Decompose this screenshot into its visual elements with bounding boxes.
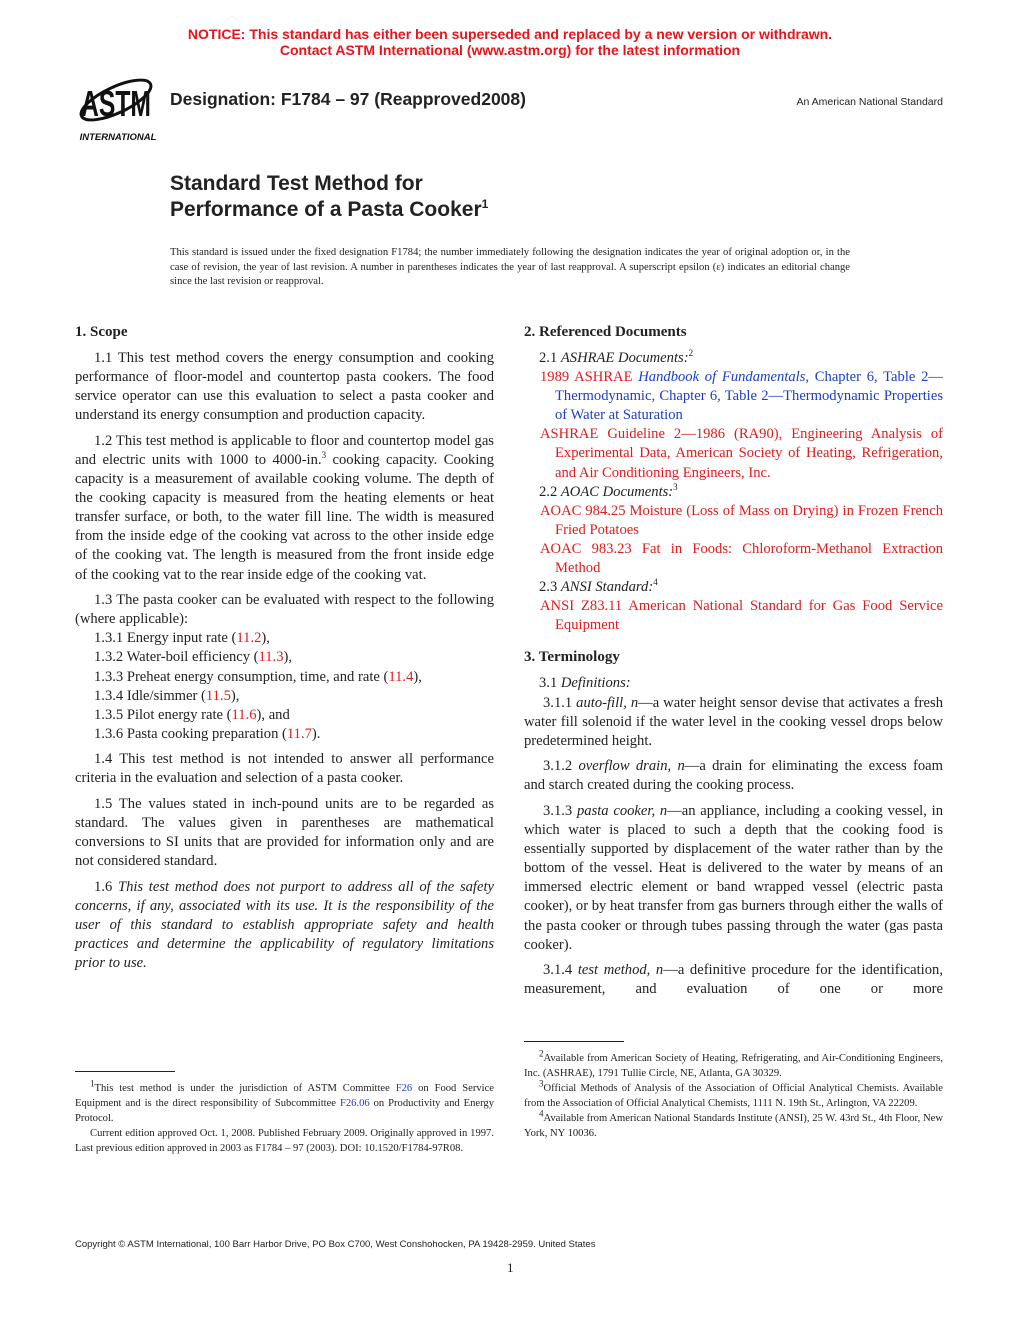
right-column — [524, 322, 943, 1006]
committee-link[interactable]: F26 — [395, 1083, 413, 1094]
document-title — [170, 171, 488, 223]
text[interactable]: ANSI Z83.11 American National Standard for Gas Food Service Equipment — [540, 598, 943, 634]
text[interactable]: , Chapter 6, Table 2—Thermodynamic, Chapter 6, Table 2—Thermodynamic Properties of Water at Saturation — [555, 369, 944, 424]
list-item — [75, 668, 494, 687]
list-item — [75, 725, 494, 744]
list-item — [75, 629, 494, 648]
text: Official Methods of Analysis of the Association of Official Analytical Chemists. Available from the Association of Official Analytical Chemists, 1111 N. 19th St., Arlington, VA 22209. — [524, 1083, 943, 1109]
text: ANSI Standard: — [560, 579, 654, 596]
footnote-2 — [524, 1048, 943, 1081]
subsection-2-1 — [524, 349, 943, 368]
section-link[interactable]: 11.3 — [258, 649, 284, 666]
section-heading-terminology: 3. Terminology — [524, 649, 620, 666]
section-heading-scope: 1. Scope — [75, 324, 128, 340]
evaluation-list — [75, 629, 494, 744]
designation: Designation: F1784 – 97 (Reapproved2008) — [170, 89, 526, 109]
text: ), and — [256, 706, 290, 723]
section-link[interactable]: 11.4 — [388, 668, 414, 685]
section-link[interactable]: 11.7 — [286, 725, 312, 742]
text: —a definitive procedure for the identification, measurement, and evaluation of one or more — [524, 962, 943, 998]
section-link[interactable]: 11.2 — [236, 630, 262, 647]
footnote-1 — [75, 1078, 495, 1126]
section-link[interactable]: 11.6 — [231, 706, 257, 723]
definition-pasta-cooker — [524, 802, 943, 955]
superscript: 4 — [653, 577, 658, 588]
list-item — [75, 648, 494, 667]
reference-ansi-z83-11[interactable] — [524, 597, 943, 635]
title-footnote-ref: 1 — [481, 197, 489, 211]
title-line-1: Standard Test Method for — [170, 172, 423, 195]
superscript: 3 — [673, 481, 678, 492]
text: ), — [261, 630, 270, 647]
text: —a drain for eliminating the excess foam and starch created during the cooking process. — [524, 758, 943, 794]
text: Available from American Society of Heating, Refrigerating, and Air-Conditioning Engineers, Inc. (ASHRAE), 1791 Tullie Circle, NE, Atlanta, GA 30329. — [524, 1053, 943, 1079]
text: AOAC Documents: — [560, 483, 674, 500]
safety-statement: This test method does not purport to address all of the safety concerns, if any, associated with its use. It is the responsibility of the user of this standard to establish appropriate safety and health practices and determine the applicability of regulatory limitations prior to use. — [75, 878, 494, 972]
subsection-2-3 — [524, 578, 943, 597]
text: 3.1.1 — [543, 694, 577, 711]
text: ). — [311, 725, 321, 742]
text[interactable]: 1989 ASHRAE — [540, 369, 639, 386]
page-number: 1 — [507, 1260, 514, 1275]
subsection-3-1 — [524, 674, 943, 693]
left-column — [75, 322, 494, 980]
notice-line-2: Contact ASTM International (www.astm.org) for the latest information — [279, 42, 741, 58]
copyright: Copyright © ASTM International, 100 Barr Harbor Drive, PO Box C700, West Conshohocken, PA 19428-2959. United States — [75, 1239, 596, 1250]
text[interactable]: Handbook of Fundamentals — [638, 369, 806, 386]
text: 1.3.3 Preheat energy consumption, time, and rate ( — [94, 668, 389, 685]
text: —a water height sensor devise that activates a fresh water fill solenoid if the water level in the cooking vessel drops below predetermined height. — [524, 694, 944, 749]
definition-auto-fill — [524, 694, 943, 751]
section-link[interactable]: 11.5 — [205, 687, 231, 704]
text: ASHRAE Documents: — [560, 350, 689, 366]
withdrawal-notice — [0, 26, 1020, 58]
footnote-divider — [75, 1071, 175, 1072]
term: pasta cooker, n — [576, 802, 668, 819]
reference-ashrae-guideline[interactable] — [524, 425, 943, 482]
definition-test-method — [524, 961, 943, 999]
text: —an appliance, including a cooking vessel, in which water is placed to such a depth that the cooking food is essentially supported by displacement of the water rather than by the bottom of the vessel. Heat is delivered to the water by means of an immersed electric element or band wrapped vessel (electric pasta cooker), or by heat transfer from gas burners through either the walls of the pasta cooker or through tubes passing through the water (gas pasta cooker). — [524, 802, 943, 953]
text: 3.1.4 — [543, 962, 578, 979]
text[interactable]: AOAC 984.25 Moisture (Loss of Mass on Drying) in Frozen French Fried Potatoes — [540, 502, 943, 538]
superscript: 1 — [90, 1078, 95, 1089]
text: on Food Service Equipment and is the direct responsibility of Subcommittee — [75, 1083, 494, 1109]
reference-aoac-984-25[interactable] — [524, 502, 943, 540]
text: 2.1 — [539, 350, 561, 366]
superscript: 2 — [688, 348, 694, 359]
section-heading-referenced-documents: 2. Referenced Documents — [524, 324, 687, 340]
superscript: 3 — [539, 1078, 544, 1089]
edition-note: Current edition approved Oct. 1, 2008. Published February 2009. Originally approved in 1997. Last previous edition approved in 2003 as F1784 – 97 (2003). DOI: 10.1520/F1784-97R08. — [75, 1128, 494, 1154]
text: 1.2 This test method is applicable to floor and countertop model gas and electric units with 1000 to 4000-in. — [75, 432, 494, 468]
footnotes-right — [524, 1048, 943, 1141]
text: 1.3.1 Energy input rate ( — [94, 630, 237, 647]
text: ), — [230, 687, 240, 704]
svg-text:INTERNATIONAL: INTERNATIONAL — [79, 132, 157, 143]
term: test method, n — [577, 962, 664, 979]
text: 1.3.2 Water-boil efficiency ( — [94, 649, 259, 666]
paragraph-1-6 — [75, 878, 494, 973]
list-item — [75, 687, 494, 706]
text: 3.1 — [539, 675, 561, 692]
text: Available from American National Standards Institute (ANSI), 25 W. 43rd St., 4th Floor, New York, NY 10036. — [524, 1113, 943, 1139]
text: 2.2 — [539, 483, 561, 500]
text: 1.3.5 Pilot energy rate ( — [94, 706, 232, 723]
svg-text:ASTM: ASTM — [81, 83, 151, 124]
term: overflow drain, n — [578, 758, 685, 775]
reference-aoac-983-23[interactable] — [524, 540, 943, 578]
paragraph-1-3: 1.3 The pasta cooker can be evaluated with respect to the following (where applicable): — [75, 592, 494, 628]
subcommittee-link[interactable]: F26.06 — [339, 1098, 370, 1109]
notice-line-1: NOTICE: This standard has either been superseded and replaced by a new version or withdrawn. — [187, 26, 833, 42]
text: 1.3.6 Pasta cooking preparation ( — [94, 725, 287, 742]
astm-logo-icon — [76, 68, 160, 144]
text: ), — [413, 668, 422, 685]
footnote-4 — [524, 1108, 943, 1141]
subsection-2-2 — [524, 483, 943, 502]
text: 2.3 — [539, 579, 561, 596]
footnote-3 — [524, 1078, 943, 1111]
superscript: 4 — [539, 1108, 544, 1119]
superscript: 2 — [539, 1048, 544, 1059]
term: auto-fill, n — [576, 694, 639, 711]
text: 1.3.4 Idle/simmer ( — [94, 687, 206, 704]
american-national-standard-label: An American National Standard — [796, 96, 943, 108]
paragraph-1-2 — [75, 432, 494, 585]
text: ), — [283, 649, 293, 666]
text: 1.6 — [94, 878, 118, 895]
paragraph-1-4: 1.4 This test method is not intended to answer all performance criteria in the evaluation and selection of a pasta cooker. — [75, 751, 494, 787]
paragraph-1-1: 1.1 This test method covers the energy consumption and cooking performance of floor-model and countertop pasta cookers. The food service operator can use this evaluation to select a pasta cooker and understand its energy consumption and production capacity. — [75, 350, 494, 424]
text[interactable]: ASHRAE Guideline 2—1986 (RA90), Engineering Analysis of Experimental Data, American Society of Heating, Refrigeration, and Air Conditioning Engineers, Inc. — [540, 426, 943, 481]
text: Definitions: — [560, 675, 631, 692]
text: This test method is under the jurisdiction of ASTM Committee — [94, 1083, 396, 1094]
text[interactable]: AOAC 983.23 Fat in Foods: Chloroform-Methanol Extraction Method — [540, 540, 943, 577]
title-line-2: Performance of a Pasta Cooker — [170, 198, 482, 221]
definition-overflow-drain — [524, 757, 943, 795]
reference-ashrae-handbook[interactable] — [524, 368, 943, 425]
issuance-statement: This standard is issued under the fixed designation F1784; the number immediately following the designation indicates the year of original adoption or, in the case of revision, the year of last revision. A number in parentheses indicates the year of last reapproval. A superscript epsilon (ε) indicates an editorial change since the last revision or reapproval. — [170, 247, 850, 287]
footnote-divider — [524, 1041, 624, 1042]
text: cooking capacity. Cooking capacity is a measurement of available cooking volume. The depth of the cooking capacity is measured from the heating elements or heat transfer surface, or both, to the water fill line. The width is measured from the inside edge of the cooking vat across to the other inside edge of the cooking vat. The length is measured from the front inside edge of the cooking vat to the rear inside edge of the cooking vat. — [75, 451, 494, 583]
list-item — [75, 706, 494, 725]
paragraph-1-5: 1.5 The values stated in inch-pound units are to be regarded as standard. The values given in parentheses are mathematical conversions to SI units that are provided for information only and are not considered standard. — [75, 796, 494, 870]
text: 3.1.2 — [543, 758, 579, 775]
footnotes-left — [75, 1078, 495, 1156]
superscript: 3 — [321, 450, 327, 461]
text: 3.1.3 — [543, 802, 577, 819]
text: on Productivity and Energy Protocol. — [75, 1098, 495, 1124]
